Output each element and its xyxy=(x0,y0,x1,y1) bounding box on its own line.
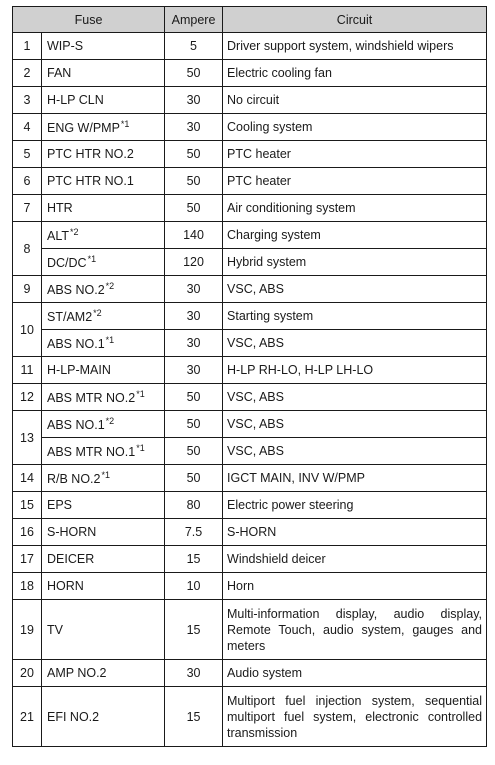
ampere-value: 30 xyxy=(165,276,223,303)
fuse-cell xyxy=(42,168,165,195)
fuse-cell xyxy=(42,687,165,747)
circuit-description: Hybrid system xyxy=(223,249,487,276)
fuse-name: ENG W/PMP xyxy=(47,121,120,135)
circuit-description: Electric cooling fan xyxy=(223,60,487,87)
table-row xyxy=(13,465,487,492)
fuse-cell xyxy=(42,141,165,168)
fuse-cell xyxy=(42,303,165,330)
table-row xyxy=(13,87,487,114)
fuse-cell xyxy=(42,600,165,660)
table-row xyxy=(13,600,487,660)
circuit-description: Air conditioning system xyxy=(223,195,487,222)
table-row xyxy=(13,384,487,411)
fuse-number: 19 xyxy=(13,600,42,660)
fuse-name: R/B NO.2 xyxy=(47,472,101,486)
ampere-value: 140 xyxy=(165,222,223,249)
fuse-number: 1 xyxy=(13,33,42,60)
ampere-value: 30 xyxy=(165,330,223,357)
fuse-name: DEICER xyxy=(47,552,95,566)
fuse-name: ALT xyxy=(47,229,69,243)
fuse-number: 14 xyxy=(13,465,42,492)
footnote-marker: *2 xyxy=(93,308,102,318)
fuse-number: 8 xyxy=(13,222,42,276)
table-row xyxy=(13,249,487,276)
fuse-number: 21 xyxy=(13,687,42,747)
fuse-name: PTC HTR NO.2 xyxy=(47,147,134,161)
fuse-cell xyxy=(42,33,165,60)
ampere-value: 120 xyxy=(165,249,223,276)
ampere-value: 50 xyxy=(165,141,223,168)
fuse-name: ABS NO.1 xyxy=(47,337,105,351)
fuse-name: H-LP-MAIN xyxy=(47,363,111,377)
fuse-cell xyxy=(42,222,165,249)
table-row xyxy=(13,114,487,141)
fuse-number: 17 xyxy=(13,546,42,573)
circuit-description: Electric power steering xyxy=(223,492,487,519)
footnote-marker: *2 xyxy=(105,416,115,426)
ampere-value: 15 xyxy=(165,687,223,747)
ampere-value: 50 xyxy=(165,60,223,87)
fuse-name: DC/DC xyxy=(47,256,87,270)
fuse-name: HTR xyxy=(47,201,73,215)
fuse-name: EPS xyxy=(47,498,73,512)
circuit-description: H-LP RH-LO, H-LP LH-LO xyxy=(223,357,487,384)
table-row xyxy=(13,222,487,249)
fuse-name: S-HORN xyxy=(47,525,97,539)
table-row xyxy=(13,60,487,87)
fuse-name: WIP-S xyxy=(47,39,84,53)
circuit-description: Audio system xyxy=(223,660,487,687)
fuse-cell xyxy=(42,384,165,411)
circuit-description: VSC, ABS xyxy=(223,330,487,357)
table-row xyxy=(13,141,487,168)
fuse-cell xyxy=(42,438,165,465)
circuit-description: PTC heater xyxy=(223,141,487,168)
circuit-description: Starting system xyxy=(223,303,487,330)
circuit-description: Cooling system xyxy=(223,114,487,141)
header-row xyxy=(13,7,487,33)
fuse-name: HORN xyxy=(47,579,84,593)
fuse-cell xyxy=(42,195,165,222)
fuse-cell xyxy=(42,249,165,276)
ampere-value: 5 xyxy=(165,33,223,60)
fuse-name: ABS MTR NO.2 xyxy=(47,391,136,405)
circuit-description: VSC, ABS xyxy=(223,438,487,465)
fuse-number: 3 xyxy=(13,87,42,114)
circuit-description: Charging system xyxy=(223,222,487,249)
ampere-value: 30 xyxy=(165,357,223,384)
table-row xyxy=(13,33,487,60)
table-row xyxy=(13,573,487,600)
circuit-description: PTC heater xyxy=(223,168,487,195)
table-row xyxy=(13,519,487,546)
circuit-description: VSC, ABS xyxy=(223,411,487,438)
footnote-marker: *1 xyxy=(136,443,145,453)
fuse-name: ABS NO.1 xyxy=(47,418,105,432)
fuse-cell xyxy=(42,492,165,519)
circuit-description: S-HORN xyxy=(223,519,487,546)
fuse-number: 20 xyxy=(13,660,42,687)
footnote-marker: *2 xyxy=(70,227,79,237)
fuse-number: 7 xyxy=(13,195,42,222)
header-ampere: Ampere xyxy=(165,7,223,33)
table-row xyxy=(13,168,487,195)
ampere-value: 15 xyxy=(165,600,223,660)
footnote-marker: *1 xyxy=(87,254,97,264)
table-row xyxy=(13,330,487,357)
table-row xyxy=(13,357,487,384)
fuse-name: TV xyxy=(47,622,63,637)
fuse-cell xyxy=(42,465,165,492)
table-header xyxy=(13,7,487,33)
fuse-cell xyxy=(42,114,165,141)
table-row xyxy=(13,546,487,573)
fuse-cell xyxy=(42,87,165,114)
footnote-marker: *2 xyxy=(105,281,115,291)
circuit-description: IGCT MAIN, INV W/PMP xyxy=(223,465,487,492)
fuse-name: H-LP CLN xyxy=(47,93,104,107)
table-row xyxy=(13,687,487,747)
fuse-name: ST/AM2 xyxy=(47,310,93,324)
ampere-value: 50 xyxy=(165,195,223,222)
ampere-value: 30 xyxy=(165,87,223,114)
footnote-marker: *1 xyxy=(105,335,115,345)
table-row xyxy=(13,276,487,303)
table-row xyxy=(13,411,487,438)
header-circuit: Circuit xyxy=(223,7,487,33)
fuse-cell xyxy=(42,411,165,438)
fuse-cell xyxy=(42,276,165,303)
circuit-description: VSC, ABS xyxy=(223,276,487,303)
ampere-value: 50 xyxy=(165,384,223,411)
footnote-marker: *1 xyxy=(136,389,145,399)
fuse-number: 6 xyxy=(13,168,42,195)
fuse-number: 2 xyxy=(13,60,42,87)
circuit-description: Driver support system, windshield wipers xyxy=(223,33,487,60)
ampere-value: 10 xyxy=(165,573,223,600)
fuse-number: 11 xyxy=(13,357,42,384)
fuse-name: PTC HTR NO.1 xyxy=(47,174,134,188)
fuse-number: 18 xyxy=(13,573,42,600)
fuse-table xyxy=(12,6,487,747)
fuse-cell xyxy=(42,519,165,546)
ampere-value: 7.5 xyxy=(165,519,223,546)
fuse-cell xyxy=(42,330,165,357)
circuit-description: Windshield deicer xyxy=(223,546,487,573)
ampere-value: 80 xyxy=(165,492,223,519)
ampere-value: 30 xyxy=(165,660,223,687)
ampere-value: 15 xyxy=(165,546,223,573)
table-row xyxy=(13,492,487,519)
ampere-value: 50 xyxy=(165,168,223,195)
fuse-cell xyxy=(42,546,165,573)
circuit-description: No circuit xyxy=(223,87,487,114)
table-row xyxy=(13,303,487,330)
fuse-cell xyxy=(42,357,165,384)
table-row xyxy=(13,660,487,687)
table-row xyxy=(13,195,487,222)
fuse-cell xyxy=(42,660,165,687)
circuit-description: VSC, ABS xyxy=(223,384,487,411)
fuse-cell xyxy=(42,60,165,87)
ampere-value: 50 xyxy=(165,465,223,492)
fuse-table-container xyxy=(12,6,487,747)
table-body xyxy=(13,33,487,747)
fuse-number: 12 xyxy=(13,384,42,411)
fuse-name: FAN xyxy=(47,66,72,80)
ampere-value: 50 xyxy=(165,438,223,465)
fuse-number: 16 xyxy=(13,519,42,546)
header-fuse: Fuse xyxy=(13,7,165,33)
ampere-value: 50 xyxy=(165,411,223,438)
ampere-value: 30 xyxy=(165,114,223,141)
fuse-number: 4 xyxy=(13,114,42,141)
fuse-name: AMP NO.2 xyxy=(47,666,107,680)
fuse-number: 10 xyxy=(13,303,42,357)
fuse-name: EFI NO.2 xyxy=(47,709,100,724)
fuse-number: 9 xyxy=(13,276,42,303)
fuse-cell xyxy=(42,573,165,600)
ampere-value: 30 xyxy=(165,303,223,330)
circuit-description: Horn xyxy=(223,573,487,600)
circuit-description: Multi-information display, audio display, Remote Touch, audio system, gauges and meters xyxy=(223,600,487,660)
circuit-description: Multiport fuel injection system, sequential multiport fuel system, electronic controlled transmission xyxy=(223,687,487,747)
fuse-number: 13 xyxy=(13,411,42,465)
fuse-name: ABS MTR NO.1 xyxy=(47,445,136,459)
fuse-number: 5 xyxy=(13,141,42,168)
footnote-marker: *1 xyxy=(120,119,130,129)
fuse-number: 15 xyxy=(13,492,42,519)
footnote-marker: *1 xyxy=(101,470,111,480)
table-row xyxy=(13,438,487,465)
fuse-name: ABS NO.2 xyxy=(47,283,105,297)
